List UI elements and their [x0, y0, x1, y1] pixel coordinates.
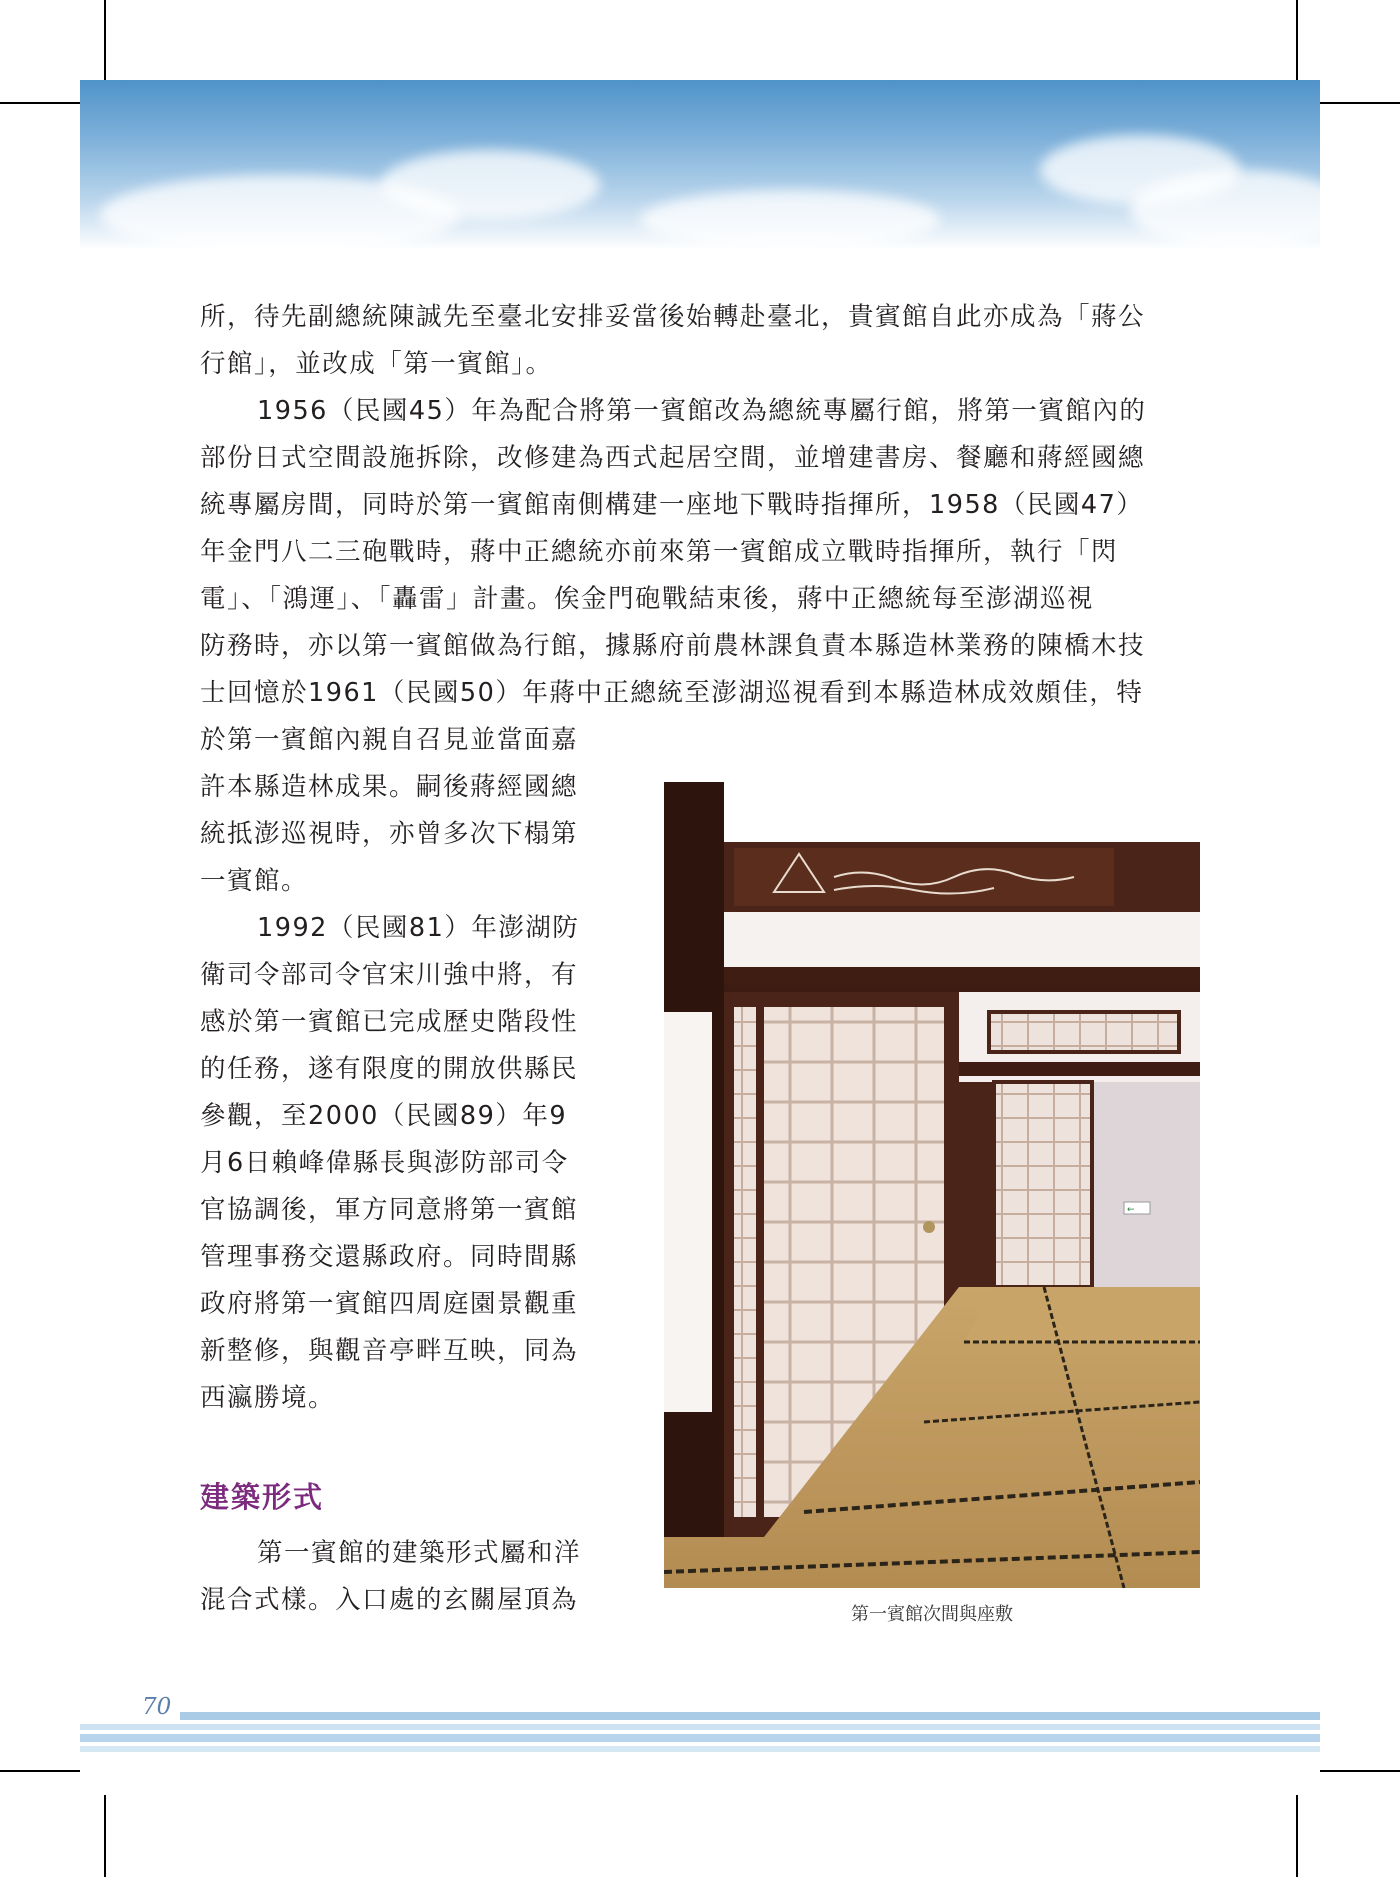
text-line: 月6日賴峰偉縣長與澎防部司令	[200, 1148, 569, 1178]
text-line: 於第一賓館內親自召見並當面嘉	[200, 725, 579, 755]
page-number: 70	[142, 1694, 172, 1720]
text-line: 年金門八二三砲戰時，蔣中正總統亦前來第一賓館成立戰時指揮所，執行「閃	[200, 537, 1119, 567]
paragraph-1956	[200, 388, 1210, 717]
crop-mark-bottom-left-v	[104, 1795, 106, 1877]
text-line: 的任務，遂有限度的開放供縣民	[200, 1054, 579, 1084]
tatami-room-photo	[664, 782, 1200, 1588]
main-text-narrow-column	[200, 717, 620, 1422]
text-line: 士回憶於1961（民國50）年蔣中正總統至澎湖巡視看到本縣造林成效頗佳，特	[200, 678, 1144, 708]
exit-sign-icon: ←	[1127, 1205, 1135, 1215]
text-line: 一賓館。	[200, 866, 309, 896]
text-line: 官協調後，軍方同意將第一賓館	[200, 1195, 579, 1225]
architecture-paragraph	[200, 1530, 620, 1624]
sky-header-banner	[80, 80, 1320, 250]
text-line: 所，待先副總統陳誠先至臺北安排妥當後始轉赴臺北，貴賓館自此亦成為「蔣公	[200, 302, 1146, 332]
text-line: 部份日式空間設施拆除，改修建為西式起居空間，並增建書房、餐廳和蔣經國總	[200, 443, 1146, 473]
text-line: 政府將第一賓館四周庭園景觀重	[200, 1289, 579, 1319]
main-text-full-width	[200, 294, 1210, 717]
section-heading: 建築形式	[200, 1480, 325, 1514]
text-line: 混合式樣。入口處的玄關屋頂為	[200, 1585, 579, 1615]
text-line: 統專屬房間，同時於第一賓館南側構建一座地下戰時指揮所，1958（民國47）	[200, 490, 1144, 520]
intro-paragraph	[200, 294, 1210, 388]
photo-caption: 第一賓館次間與座敷	[851, 1604, 1013, 1625]
text-line: 防務時，亦以第一賓館做為行館，據縣府前農林課負責本縣造林業務的陳橋木技	[200, 631, 1146, 661]
text-line: 行館」，並改成「第一賓館」。	[200, 349, 553, 379]
text-line: 1956（民國45）年為配合將第一賓館改為總統專屬行館，將第一賓館內的	[257, 396, 1147, 426]
footer-stripe	[80, 1746, 1320, 1752]
paragraph-1992	[200, 905, 620, 1422]
crop-mark-bottom-right-v	[1296, 1795, 1298, 1877]
architecture-text	[200, 1530, 620, 1624]
text-line: 統抵澎巡視時，亦曾多次下榻第	[200, 819, 579, 849]
footer-stripe	[80, 1734, 1320, 1742]
text-line: 感於第一賓館已完成歷史階段性	[200, 1007, 579, 1037]
crop-mark-top-left-h	[0, 102, 80, 104]
text-line: 電」、「鴻運」、「轟雷」計畫。俟金門砲戰結束後，蔣中正總統每至澎湖巡視	[200, 584, 1095, 614]
footer-stripe	[80, 1724, 1320, 1730]
crop-mark-top-right-h	[1320, 102, 1400, 104]
text-line: 衛司令部司令官宋川強中將，有	[200, 960, 579, 990]
text-line: 參觀，至2000（民國89）年9	[200, 1101, 568, 1131]
text-line: 管理事務交還縣政府。同時間縣	[200, 1242, 579, 1272]
text-line: 許本縣造林成果。嗣後蔣經國總	[200, 772, 579, 802]
footer-stripe	[180, 1712, 1320, 1720]
text-line: 西瀛勝境。	[200, 1383, 336, 1413]
text-line: 1992（民國81）年澎湖防	[257, 913, 580, 943]
text-line: 新整修，與觀音亭畔互映，同為	[200, 1336, 579, 1366]
text-line: 第一賓館的建築形式屬和洋	[257, 1538, 582, 1568]
crop-mark-bottom-left-h	[0, 1770, 80, 1772]
paragraph-1956-continued	[200, 717, 620, 905]
crop-mark-bottom-right-h	[1320, 1770, 1400, 1772]
